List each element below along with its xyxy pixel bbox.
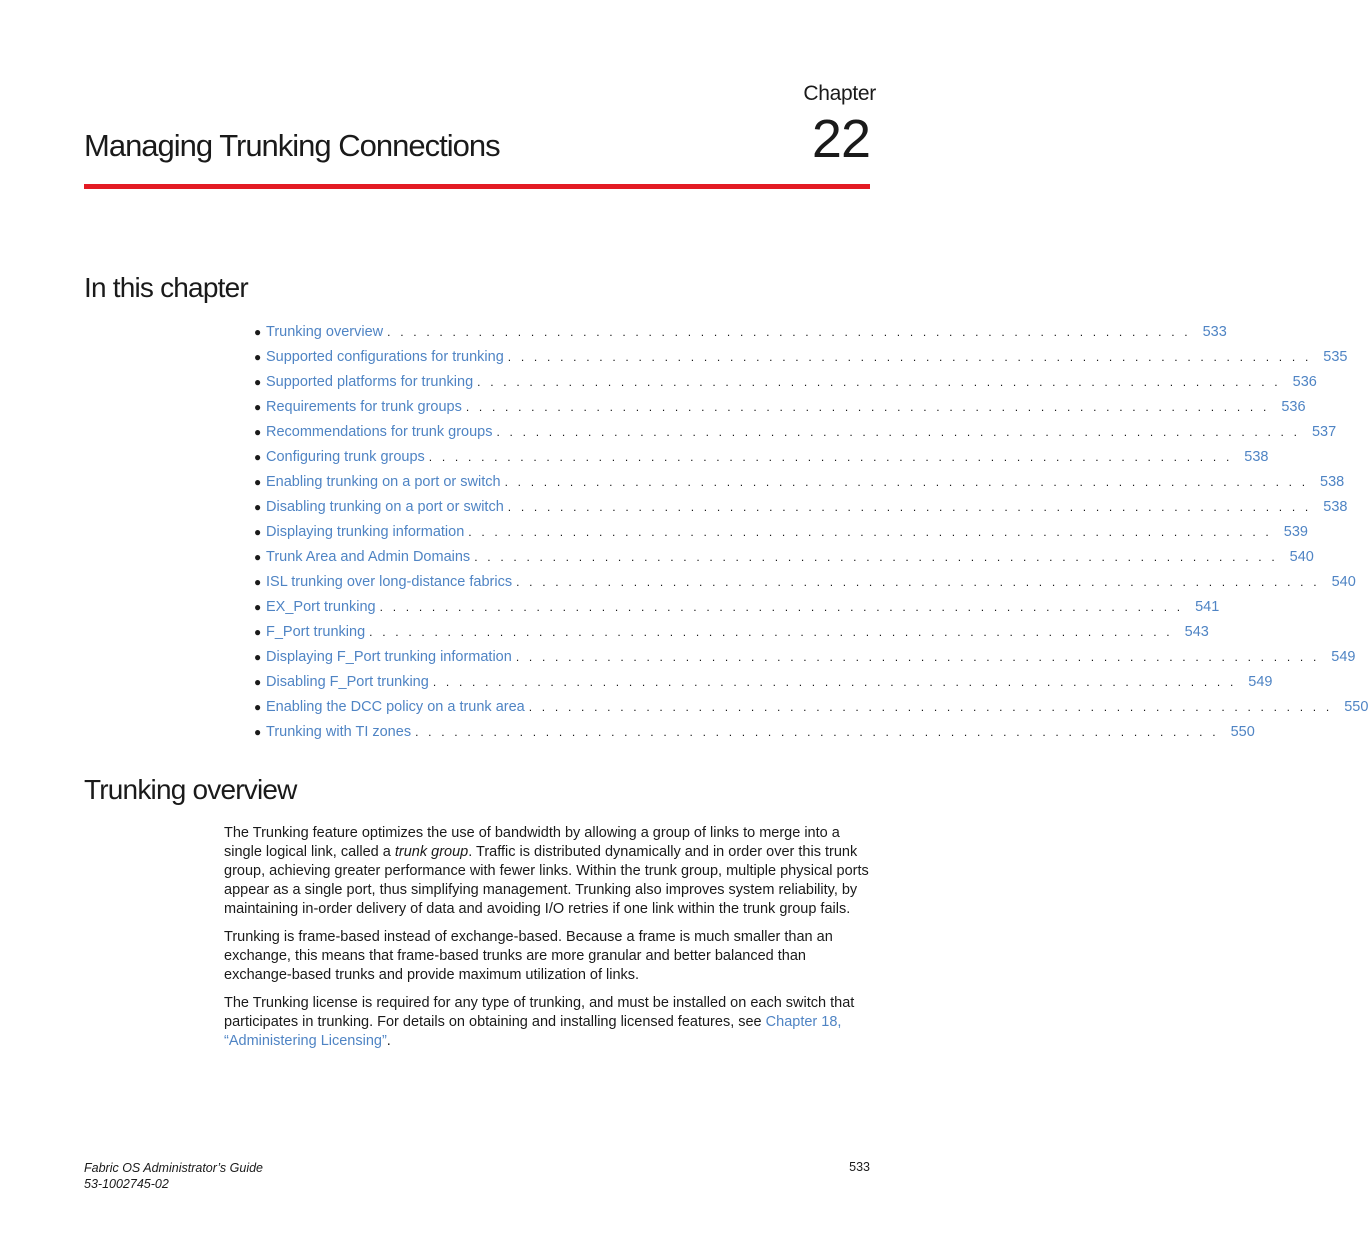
chapter-label: Chapter	[803, 82, 876, 105]
chapter-18-link[interactable]: Chapter 18, “Administering Licensing”	[224, 1014, 842, 1049]
leader-dots: . . . . . . . . . . . . . . . . . . . . . . . . . . . . . . . . . . . . . . . . . . . . . . . . . . . . . . . . . . . . . .	[528, 700, 1333, 714]
leader-dots: . . . . . . . . . . . . . . . . . . . . . . . . . . . . . . . . . . . . . . . . . . . . . . . . . . . . . . . . . . . . . .	[428, 450, 1233, 464]
toc-item[interactable]	[254, 570, 1356, 595]
footer-doc-title: Fabric OS Administrator’s Guide	[84, 1161, 263, 1175]
toc-link[interactable]: Supported configurations for trunking	[266, 349, 504, 365]
leader-dots: . . . . . . . . . . . . . . . . . . . . . . . . . . . . . . . . . . . . . . . . . . . . . . . . . . . . . . . . . . . . . .	[369, 625, 1173, 639]
toc-page[interactable]: 549	[1248, 674, 1273, 690]
bullet-icon: ●	[254, 600, 262, 614]
toc-page[interactable]: 543	[1184, 624, 1209, 640]
bullet-icon: ●	[254, 575, 262, 589]
p1-emphasis: trunk group	[394, 844, 469, 860]
footer-page-number: 533	[849, 1160, 870, 1174]
toc-page[interactable]: 538	[1323, 499, 1348, 515]
toc-link[interactable]: Recommendations for trunk groups	[266, 424, 493, 440]
toc-item[interactable]	[254, 545, 1314, 570]
toc-link[interactable]: Configuring trunk groups	[266, 449, 425, 465]
bullet-icon: ●	[254, 500, 262, 514]
toc-page[interactable]: 540	[1289, 549, 1314, 565]
leader-dots: . . . . . . . . . . . . . . . . . . . . . . . . . . . . . . . . . . . . . . . . . . . . . . . . . . . . . . . . . . . . . .	[496, 425, 1301, 439]
toc-item[interactable]	[254, 470, 1345, 495]
toc-link[interactable]: ISL trunking over long-distance fabrics	[266, 574, 513, 590]
bullet-icon: ●	[254, 725, 262, 739]
title-rule	[84, 184, 870, 189]
leader-dots: . . . . . . . . . . . . . . . . . . . . . . . . . . . . . . . . . . . . . . . . . . . . . . . . . . . . . . . . . . . . . .	[474, 550, 1278, 564]
bullet-icon: ●	[254, 400, 262, 414]
toc-page[interactable]: 535	[1323, 349, 1348, 365]
bullet-icon: ●	[254, 675, 262, 689]
chapter-number: 22	[811, 109, 870, 169]
toc-link[interactable]: Disabling trunking on a port or switch	[266, 499, 504, 515]
leader-dots: . . . . . . . . . . . . . . . . . . . . . . . . . . . . . . . . . . . . . . . . . . . . . . . . . . . . . . . . . . . . . .	[432, 675, 1237, 689]
toc-item[interactable]	[254, 620, 1209, 645]
toc-page[interactable]: 537	[1311, 424, 1337, 440]
leader-dots: . . . . . . . . . . . . . . . . . . . . . . . . . . . . . . . . . . . . . . . . . . . . . . . . . . . . . . . . . . . . . .	[507, 500, 1312, 514]
toc-link[interactable]: Requirements for trunk groups	[266, 399, 462, 415]
page-title: Managing Trunking Connections	[84, 128, 500, 163]
toc-page[interactable]: 538	[1244, 449, 1269, 465]
leader-dots: . . . . . . . . . . . . . . . . . . . . . . . . . . . . . . . . . . . . . . . . . . . . . . . . . . . . . . . . . . . . . .	[465, 400, 1270, 414]
footer-doc-number: 53-1002745-02	[84, 1177, 169, 1191]
toc-page[interactable]: 536	[1281, 399, 1306, 415]
leader-dots: . . . . . . . . . . . . . . . . . . . . . . . . . . . . . . . . . . . . . . . . . . . . . . . . . . . . . . . . . . . . . .	[379, 600, 1184, 614]
toc-link[interactable]: EX_Port trunking	[266, 599, 376, 615]
toc-item[interactable]	[254, 370, 1317, 395]
toc-page[interactable]: 550	[1230, 724, 1255, 740]
toc-link[interactable]: Enabling the DCC policy on a trunk area	[266, 699, 525, 715]
toc-page[interactable]: 539	[1283, 524, 1308, 540]
toc-link[interactable]: Displaying F_Port trunking information	[266, 649, 512, 665]
leader-dots: . . . . . . . . . . . . . . . . . . . . . . . . . . . . . . . . . . . . . . . . . . . . . . . . . . . . . . . . . . . . . .	[504, 475, 1309, 489]
toc-link[interactable]: Disabling F_Port trunking	[266, 674, 429, 690]
toc-page[interactable]: 549	[1331, 649, 1356, 665]
bullet-icon: ●	[254, 700, 262, 714]
leader-dots: . . . . . . . . . . . . . . . . . . . . . . . . . . . . . . . . . . . . . . . . . . . . . . . . . . . . . . . . . . . . . .	[477, 375, 1281, 389]
section-body	[224, 824, 874, 1060]
bullet-icon: ●	[254, 650, 262, 664]
p1-text-a: The Trunking feature optimizes the use of bandwidth by allowing a group of links to merge into a single logical link, called a	[224, 825, 840, 860]
toc-item[interactable]	[254, 495, 1348, 520]
leader-dots: . . . . . . . . . . . . . . . . . . . . . . . . . . . . . . . . . . . . . . . . . . . . . . . . . . . . . . . . . . . . . .	[515, 650, 1320, 664]
toc-page[interactable]: 533	[1202, 324, 1227, 340]
leader-dots: . . . . . . . . . . . . . . . . . . . . . . . . . . . . . . . . . . . . . . . . . . . . . . . . . . . . . . . . . . . . . .	[387, 325, 1191, 339]
toc-item[interactable]	[254, 420, 1337, 445]
toc-item[interactable]	[254, 320, 1227, 345]
bullet-icon: ●	[254, 325, 262, 339]
toc-item[interactable]	[254, 595, 1220, 620]
toc-page[interactable]: 541	[1195, 599, 1220, 615]
toc-item[interactable]	[254, 395, 1306, 420]
paragraph-2: Trunking is frame-based instead of exchange-based. Because a frame is much smaller than an exchange, this means that frame-based trunks are more granular and better balanced than exchange-based trunks and provide maximum utilization of links.	[224, 929, 833, 983]
paragraph-1	[224, 824, 874, 919]
section-heading: Trunking overview	[84, 774, 297, 805]
p1-text-b: . Traffic is distributed dynamically and in order over this trunk group, achieving greater performance with fewer links. Within the trunk group, multiple physical ports appear as a single port, thus simplifying management. Trunking also improves system reliability, by maintaining in-order delivery of data and avoiding I/O retries if one link within the trunk group fails.	[224, 844, 869, 917]
leader-dots: . . . . . . . . . . . . . . . . . . . . . . . . . . . . . . . . . . . . . . . . . . . . . . . . . . . . . . . . . . . . . .	[516, 575, 1320, 589]
toc-page[interactable]: 540	[1331, 574, 1356, 590]
toc-page[interactable]: 538	[1320, 474, 1345, 490]
footer-doc-info	[84, 1160, 263, 1192]
toc-item[interactable]	[254, 645, 1356, 670]
bullet-icon: ●	[254, 625, 262, 639]
leader-dots: . . . . . . . . . . . . . . . . . . . . . . . . . . . . . . . . . . . . . . . . . . . . . . . . . . . . . . . . . . . . . .	[468, 525, 1272, 539]
toc-link[interactable]: Trunking overview	[266, 324, 384, 340]
toc-item[interactable]	[254, 695, 1368, 720]
toc-link[interactable]: Trunk Area and Admin Domains	[266, 549, 471, 565]
bullet-icon: ●	[254, 525, 262, 539]
toc-item[interactable]	[254, 520, 1308, 545]
bullet-icon: ●	[254, 350, 262, 364]
toc-heading: In this chapter	[84, 272, 248, 303]
bullet-icon: ●	[254, 450, 262, 464]
p3-text-b: .	[386, 1033, 391, 1049]
toc-page[interactable]: 550	[1344, 699, 1368, 715]
toc-list	[254, 320, 1368, 745]
leader-dots: . . . . . . . . . . . . . . . . . . . . . . . . . . . . . . . . . . . . . . . . . . . . . . . . . . . . . . . . . . . . . .	[415, 725, 1219, 739]
toc-item[interactable]	[254, 670, 1273, 695]
toc-item[interactable]	[254, 345, 1348, 370]
p3-text-a: The Trunking license is required for any type of trunking, and must be installed on each switch that participates in trunking. For details on obtaining and installing licensed features, see	[224, 995, 855, 1030]
toc-link[interactable]: F_Port trunking	[266, 624, 366, 640]
toc-link[interactable]: Trunking with TI zones	[266, 724, 412, 740]
toc-page[interactable]: 536	[1292, 374, 1317, 390]
bullet-icon: ●	[254, 475, 262, 489]
leader-dots: . . . . . . . . . . . . . . . . . . . . . . . . . . . . . . . . . . . . . . . . . . . . . . . . . . . . . . . . . . . . . .	[507, 350, 1312, 364]
toc-link[interactable]: Enabling trunking on a port or switch	[266, 474, 501, 490]
toc-item[interactable]	[254, 720, 1255, 745]
toc-link[interactable]: Displaying trunking information	[266, 524, 465, 540]
toc-item[interactable]	[254, 445, 1269, 470]
toc-link[interactable]: Supported platforms for trunking	[266, 374, 474, 390]
paragraph-3	[224, 994, 874, 1051]
bullet-icon: ●	[254, 375, 262, 389]
bullet-icon: ●	[254, 425, 262, 439]
bullet-icon: ●	[254, 550, 262, 564]
